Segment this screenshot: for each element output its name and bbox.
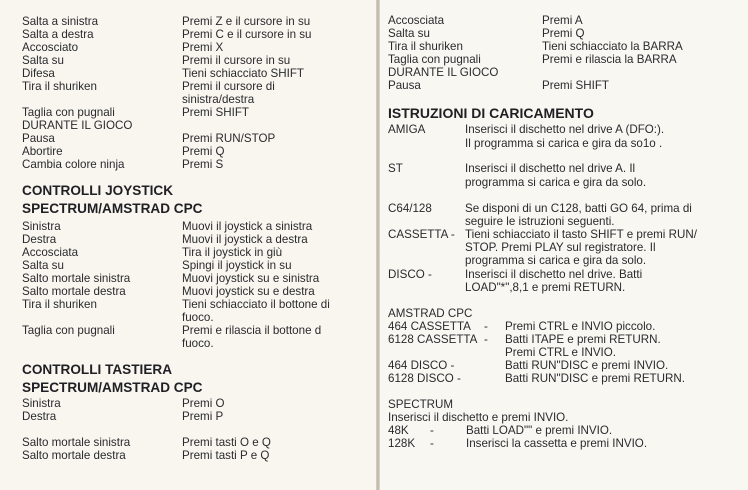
- control-key: Premi A: [542, 14, 583, 27]
- platform-label: 464 DISCO -: [388, 359, 455, 372]
- control-key: Premi X: [182, 41, 224, 54]
- instruction-text: Batti LOAD"" e premi INVIO.: [466, 424, 613, 437]
- control-action: Tira il shuriken: [22, 298, 97, 311]
- joystick-heading: CONTROLLI JOYSTICK: [22, 183, 174, 198]
- control-key: Premi P: [182, 410, 224, 423]
- control-key: Premi il cursore di: [182, 80, 275, 93]
- control-action: Salta su: [22, 54, 64, 67]
- control-action: Salto mortale sinistra: [22, 272, 131, 285]
- instruction-text: LOAD"*",8,1 e premi RETURN.: [465, 281, 626, 294]
- instruction-text: programma si carica e gira da solo.: [465, 254, 647, 267]
- control-key: Muovi il joystick a sinistra: [182, 220, 313, 233]
- instruction-text: Batti ITAPE e premi RETURN.: [505, 333, 661, 346]
- control-key: Muovi joystick su e destra: [182, 285, 315, 298]
- keyboard-heading-sub: SPECTRUM/AMSTRAD CPC: [22, 380, 203, 395]
- control-action: Salto mortale destra: [22, 449, 126, 462]
- control-key: Premi O: [182, 397, 225, 410]
- instruction-text: Inserisci la cassetta e premi INVIO.: [466, 437, 648, 450]
- platform-label: 6128 DISCO -: [388, 372, 461, 385]
- control-action: Sinistra: [22, 397, 61, 410]
- platform-label: 48K: [388, 424, 409, 437]
- control-key: Premi Q: [542, 27, 585, 40]
- instruction-text: seguire le istruzioni seguenti.: [465, 215, 615, 228]
- instruction-text: Inserisci il dischetto e premi INVIO.: [388, 411, 569, 424]
- dash: -: [430, 424, 434, 437]
- dash: -: [484, 320, 488, 333]
- instruction-text: Batti RUN"DISC e premi INVIO.: [505, 359, 669, 372]
- control-key: Premi C e il cursore in su: [182, 28, 312, 41]
- instruction-text: STOP. Premi PLAY sul registratore. Il: [465, 241, 656, 254]
- amstrad-title: AMSTRAD CPC: [388, 307, 473, 320]
- control-action: Salta a destra: [22, 28, 94, 41]
- instruction-text: programma si carica e gira da solo.: [465, 176, 647, 189]
- book-gutter: [376, 0, 380, 490]
- control-action: Cambia colore ninja: [22, 158, 125, 171]
- control-action: Salta a sinistra: [22, 15, 99, 28]
- control-action: Abortire: [22, 145, 63, 158]
- control-action: Accosciato: [22, 41, 79, 54]
- platform-label: 6128 CASSETTA: [388, 333, 478, 346]
- control-key: Premi Q: [182, 145, 225, 158]
- control-action: Salta su: [22, 259, 64, 272]
- platform-label: 128K: [388, 437, 416, 450]
- control-key: sinistra/destra: [182, 93, 255, 106]
- control-key: Premi Z e il cursore in su: [182, 15, 311, 28]
- dash: -: [484, 333, 488, 346]
- instruction-text: Inserisci il dischetto nel drive A. Il: [465, 162, 636, 175]
- control-key: Premi il cursore in su: [182, 54, 291, 67]
- instruction-text: Inserisci il dischetto nel drive A (DFO:).: [465, 123, 665, 136]
- section-label: DURANTE IL GIOCO: [388, 66, 499, 79]
- control-key: Premi tasti O e Q: [182, 436, 271, 449]
- control-key: Muovi il joystick a destra: [182, 233, 308, 246]
- control-action: Tira il shuriken: [22, 80, 97, 93]
- control-key: Premi e rilascia il bottone d: [182, 324, 322, 337]
- control-key: Muovi joystick su e sinistra: [182, 272, 320, 285]
- platform-label: CASSETTA -: [388, 228, 455, 241]
- section-label: DURANTE IL GIOCO: [22, 119, 133, 132]
- instruction-text: Batti RUN"DISC e premi RETURN.: [505, 372, 685, 385]
- control-action: Accosciata: [388, 14, 445, 27]
- control-key: Tieni schiacciato il bottone di: [182, 298, 330, 311]
- control-key: Tieni schiacciato la BARRA: [542, 40, 683, 53]
- instruction-text: Premi CTRL e INVIO.: [505, 346, 617, 359]
- control-key: fuoco.: [182, 337, 214, 350]
- control-action: Taglia con pugnali: [22, 324, 115, 337]
- platform-label: ST: [388, 162, 403, 175]
- control-action: Pausa: [22, 132, 55, 145]
- loading-heading: ISTRUZIONI DI CARICAMENTO: [388, 105, 594, 121]
- control-key: Tira il joystick in giù: [182, 246, 283, 259]
- control-action: Taglia con pugnali: [22, 106, 115, 119]
- control-action: Sinistra: [22, 220, 61, 233]
- control-action: Destra: [22, 233, 57, 246]
- platform-label: AMIGA: [388, 123, 426, 136]
- instruction-text: Se disponi di un C128, batti GO 64, prima di: [465, 202, 692, 215]
- instruction-text: Inserisci il dischetto nel drive. Batti: [465, 268, 643, 281]
- platform-label: C64/128: [388, 202, 432, 215]
- platform-label: 464 CASSETTA: [388, 320, 471, 333]
- instruction-text: Premi CTRL e INVIO piccolo.: [505, 320, 656, 333]
- control-key: Premi SHIFT: [182, 106, 249, 119]
- control-key: Premi SHIFT: [542, 79, 609, 92]
- control-key: Premi S: [182, 158, 224, 171]
- control-action: Salto mortale sinistra: [22, 436, 131, 449]
- control-action: Difesa: [22, 67, 55, 80]
- spectrum-title: SPECTRUM: [388, 398, 454, 411]
- control-action: Salta su: [388, 27, 430, 40]
- keyboard-heading: CONTROLLI TASTIERA: [22, 362, 173, 377]
- control-key: Spingi il joystick in su: [182, 259, 292, 272]
- platform-label: DISCO -: [388, 268, 432, 281]
- control-key: Tieni schiacciato SHIFT: [182, 67, 304, 80]
- control-action: Pausa: [388, 79, 421, 92]
- instruction-text: Tieni schiacciato il tasto SHIFT e premi RUN/: [465, 228, 697, 241]
- control-key: fuoco.: [182, 311, 214, 324]
- control-key: Premi tasti P e Q: [182, 449, 270, 462]
- control-action: Destra: [22, 410, 57, 423]
- control-action: Tira il shuriken: [388, 40, 463, 53]
- control-action: Taglia con pugnali: [388, 53, 481, 66]
- control-key: Premi RUN/STOP: [182, 132, 276, 145]
- control-action: Salto mortale destra: [22, 285, 126, 298]
- control-action: Accosciata: [22, 246, 79, 259]
- dash: -: [430, 437, 434, 450]
- instruction-text: Il programma si carica e gira da so1o .: [465, 137, 663, 150]
- control-key: Premi e rilascia la BARRA: [542, 53, 677, 66]
- joystick-heading-sub: SPECTRUM/AMSTRAD CPC: [22, 201, 203, 216]
